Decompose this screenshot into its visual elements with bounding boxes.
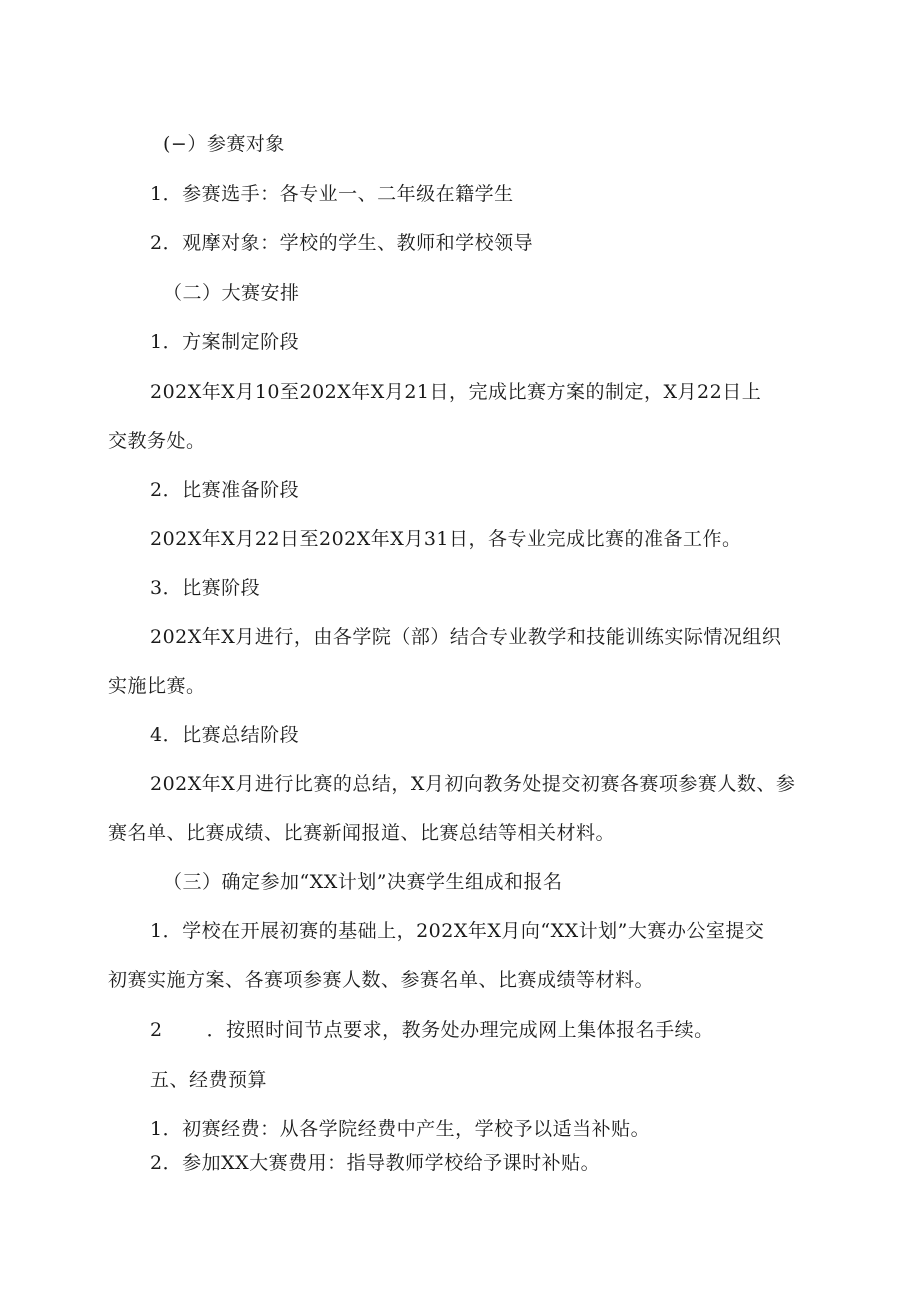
final-item-2-number: 2 (150, 1019, 163, 1041)
budget-heading: 五、经费预算 (150, 1069, 268, 1091)
stage1-text-line-1: 202X年X月10至202X年X月21日，完成比赛方案的制定，X月22日上 (150, 381, 762, 403)
stage4-title: 4．比赛总结阶段 (150, 724, 300, 746)
participants-item-1: 1．参赛选手：各专业一、二年级在籍学生 (150, 183, 514, 205)
participants-item-2: 2．观摩对象：学校的学生、教师和学校领导 (150, 232, 534, 254)
stage2-title: 2．比赛准备阶段 (150, 479, 300, 501)
final-item-2-text: ．按照时间节点要求，教务处办理完成网上集体报名手续。 (206, 1019, 714, 1041)
final-item-1-line-2: 初赛实施方案、各赛项参赛人数、参赛名单、比赛成绩等材料。 (108, 969, 655, 991)
stage3-text-line-2: 实施比赛。 (108, 675, 206, 697)
final-item-2 (150, 1018, 714, 1042)
budget-item-2: 2．参加XX大赛费用：指导教师学校给予课时补贴。 (150, 1152, 601, 1174)
arrangement-heading: （二）大赛安排 (163, 282, 300, 304)
stage3-text-line-1: 202X年X月进行，由各学院（部）结合专业教学和技能训练实际情况组织 (150, 626, 782, 648)
stage4-text-line-2: 赛名单、比赛成绩、比赛新闻报道、比赛总结等相关材料。 (108, 822, 616, 844)
stage1-text-line-2: 交教务处。 (108, 430, 206, 452)
stage2-text: 202X年X月22日至202X年X月31日，各专业完成比赛的准备工作。 (150, 528, 742, 550)
budget-item-1: 1．初赛经费：从各学院经费中产生，学校予以适当补贴。 (150, 1118, 651, 1140)
stage1-title: 1．方案制定阶段 (150, 331, 300, 353)
final-item-1-line-1: 1．学校在开展初赛的基础上，202X年X月向“XX计划”大赛办公室提交 (150, 920, 765, 942)
participants-heading: (−）参赛对象 (163, 133, 285, 155)
final-heading: （三）确定参加“XX计划”决赛学生组成和报名 (163, 871, 563, 893)
stage4-text-line-1: 202X年X月进行比赛的总结，X月初向教务处提交初赛各赛项参赛人数、参 (150, 773, 796, 795)
stage3-title: 3．比赛阶段 (150, 577, 261, 599)
